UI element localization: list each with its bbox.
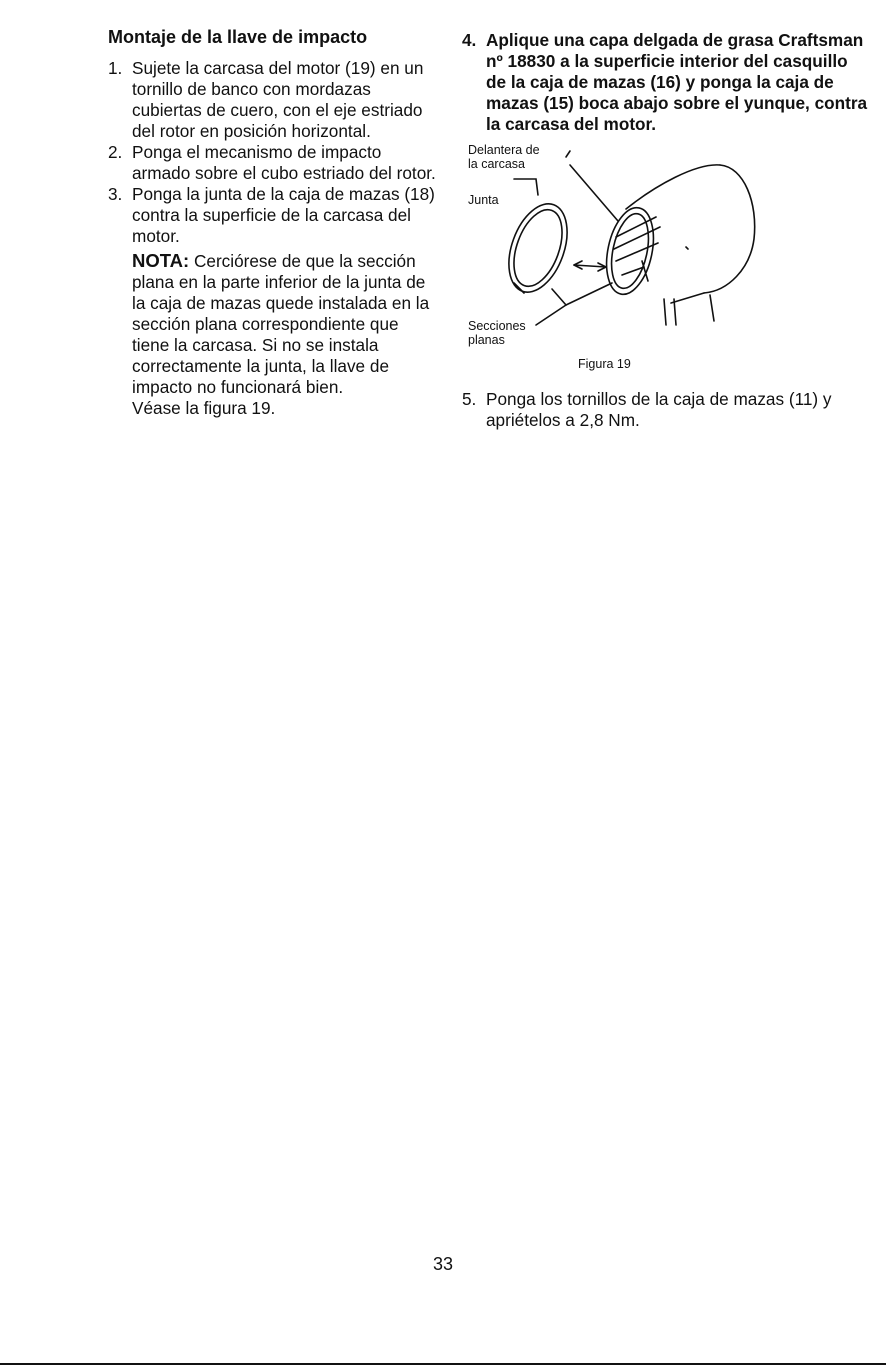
step-number: 4.: [462, 30, 477, 50]
step-text: Ponga el mecanismo de impacto armado sobre el cubo estriado del rotor.: [132, 142, 436, 183]
step-3: [108, 184, 438, 419]
figure-caption: Figura 19: [578, 357, 631, 371]
bottom-rule: [0, 1363, 886, 1365]
step-text: Ponga la junta de la caja de mazas (18) contra la superficie de la carcasa del motor.: [132, 184, 435, 246]
note-text: Cerciórese de que la sección plana en la parte inferior de la junta de la caja de mazas quede instalada en la sección plana correspondiente que tiene la carcasa. Si no se instala correctamente la junta, la llave de impacto no funcionará bien.: [132, 251, 430, 397]
left-column: [108, 26, 438, 419]
label-gasket: Junta: [468, 193, 499, 207]
step-number: 5.: [462, 389, 477, 409]
figure-19: [466, 143, 786, 383]
section-heading: Montaje de la llave de impacto: [108, 27, 368, 47]
step-5: [462, 389, 872, 431]
step-number: 1.: [108, 58, 123, 78]
step-number: 3.: [108, 184, 123, 204]
step-number: 2.: [108, 142, 123, 162]
right-column: [462, 30, 872, 431]
step-text: Aplique una capa delgada de grasa Craftsman nº 18830 a la superficie interior del casquillo de la caja de mazas (16) y ponga la caja de mazas (15) boca abajo sobre el yunque, contra la carcasa del motor.: [486, 30, 868, 134]
step-4: [462, 30, 872, 135]
step-1: [108, 58, 438, 142]
step-2: [108, 142, 438, 184]
see-figure-reference: Véase la figura 19.: [132, 398, 276, 418]
note-block: [132, 250, 438, 419]
label-flat-sections: [468, 319, 526, 347]
page-number: 33: [432, 1254, 454, 1274]
step-text: Sujete la carcasa del motor (19) en un tornillo de banco con mordazas cubiertas de cuero, con el eje estriado del rotor en posición horizontal.: [132, 58, 424, 141]
note-label: NOTA:: [132, 250, 190, 271]
label-front-line-1: Delantera de: [468, 143, 540, 157]
label-front: [468, 143, 540, 171]
label-front-line-2: la carcasa: [468, 157, 525, 171]
step-text: Ponga los tornillos de la caja de mazas (11) y apriételos a 2,8 Nm.: [486, 389, 832, 430]
label-flat-line-2: planas: [468, 333, 505, 347]
label-flat-line-1: Secciones: [468, 319, 526, 333]
